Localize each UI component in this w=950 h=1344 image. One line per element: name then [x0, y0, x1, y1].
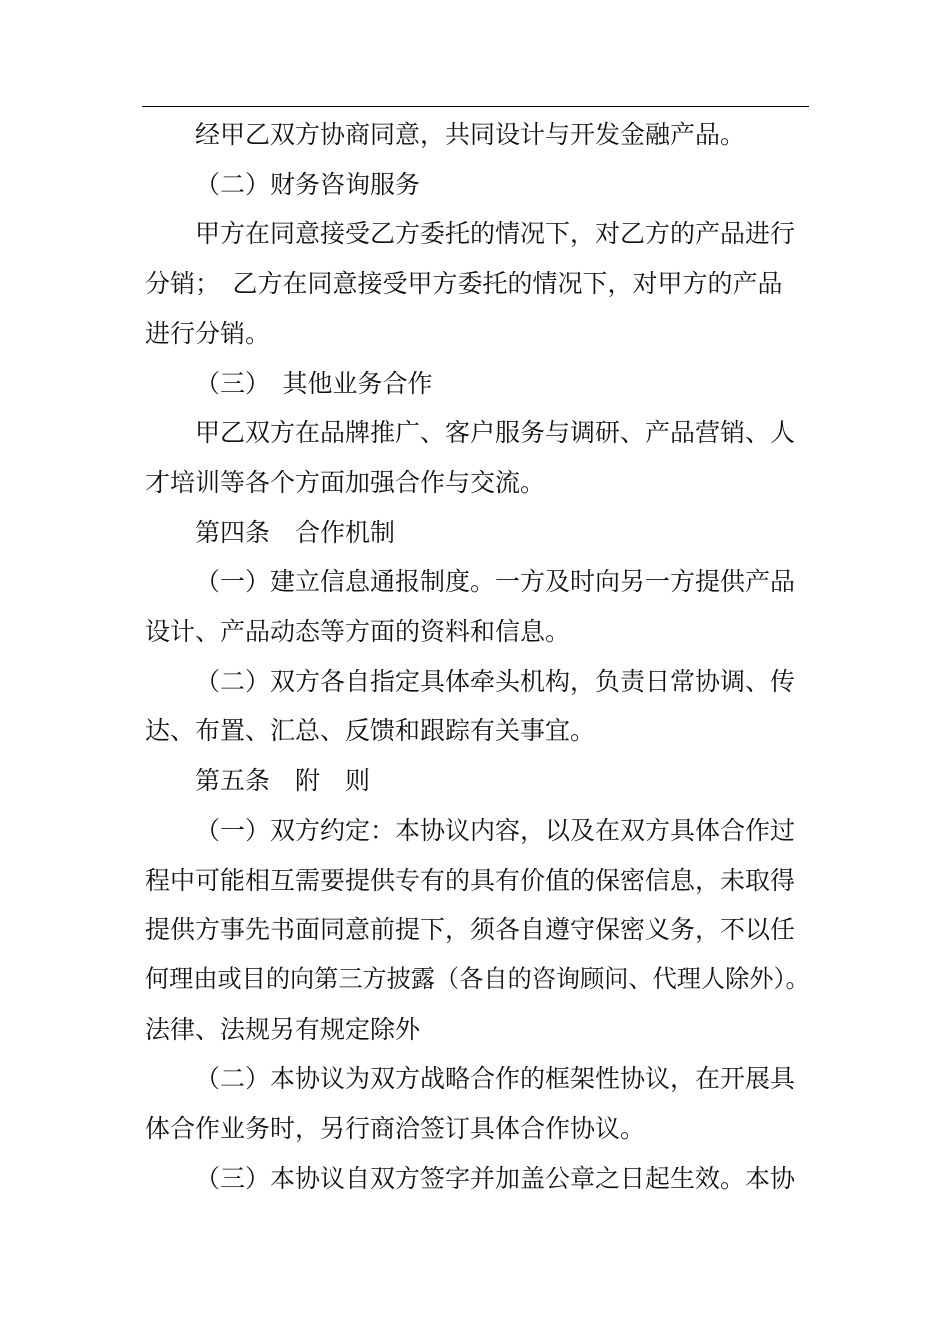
text-line: 甲方在同意接受乙方委托的情况下，对乙方的产品进行 — [195, 219, 796, 249]
text-line: 法律、法规另有规定除外 — [145, 1014, 421, 1044]
article-heading: 第四条 合作机制 — [195, 517, 396, 547]
text-line: 经甲乙双方协商同意，共同设计与开发金融产品。 — [195, 120, 746, 149]
text-line: 提供方事先书面同意前提下，须各自遵守保密义务，不以任 — [145, 915, 796, 945]
text-line: 何理由或目的向第三方披露（各自的咨询顾问、代理人除外）。 — [145, 964, 810, 993]
text-line: 达、布置、汇总、反馈和跟踪有关事宜。 — [145, 716, 596, 746]
document-body — [145, 110, 810, 1203]
text-line: （二）本协议为双方战略合作的框架性协议，在开展具 — [195, 1064, 796, 1094]
text-line: 才培训等各个方面加强合作与交流。 — [145, 467, 546, 497]
text-line: （一）建立信息通报制度。一方及时向另一方提供产品 — [195, 567, 796, 597]
section-heading: （三） 其他业务合作 — [195, 368, 433, 398]
text-line: （二）双方各自指定具体牵头机构，负责日常协调、传 — [195, 666, 796, 696]
text-line: 进行分销。 — [145, 318, 271, 348]
text-line: 甲乙双方在品牌推广、客户服务与调研、产品营销、人 — [195, 418, 796, 448]
text-line: 程中可能相互需要提供专有的具有价值的保密信息，未取得 — [145, 865, 796, 895]
text-line: 体合作业务时，另行商洽签订具体合作协议。 — [145, 1114, 646, 1144]
text-line: 分销； 乙方在同意接受甲方委托的情况下，对甲方的产品 — [145, 269, 783, 299]
text-line: （一）双方约定：本协议内容，以及在双方具体合作过 — [195, 815, 796, 845]
article-heading: 第五条 附 则 — [195, 766, 371, 796]
header-rule — [142, 106, 809, 107]
text-line: 设计、产品动态等方面的资料和信息。 — [145, 617, 571, 647]
section-heading: （二）财务咨询服务 — [195, 169, 421, 199]
text-line: （三）本协议自双方签字并加盖公章之日起生效。本协 — [195, 1163, 796, 1193]
